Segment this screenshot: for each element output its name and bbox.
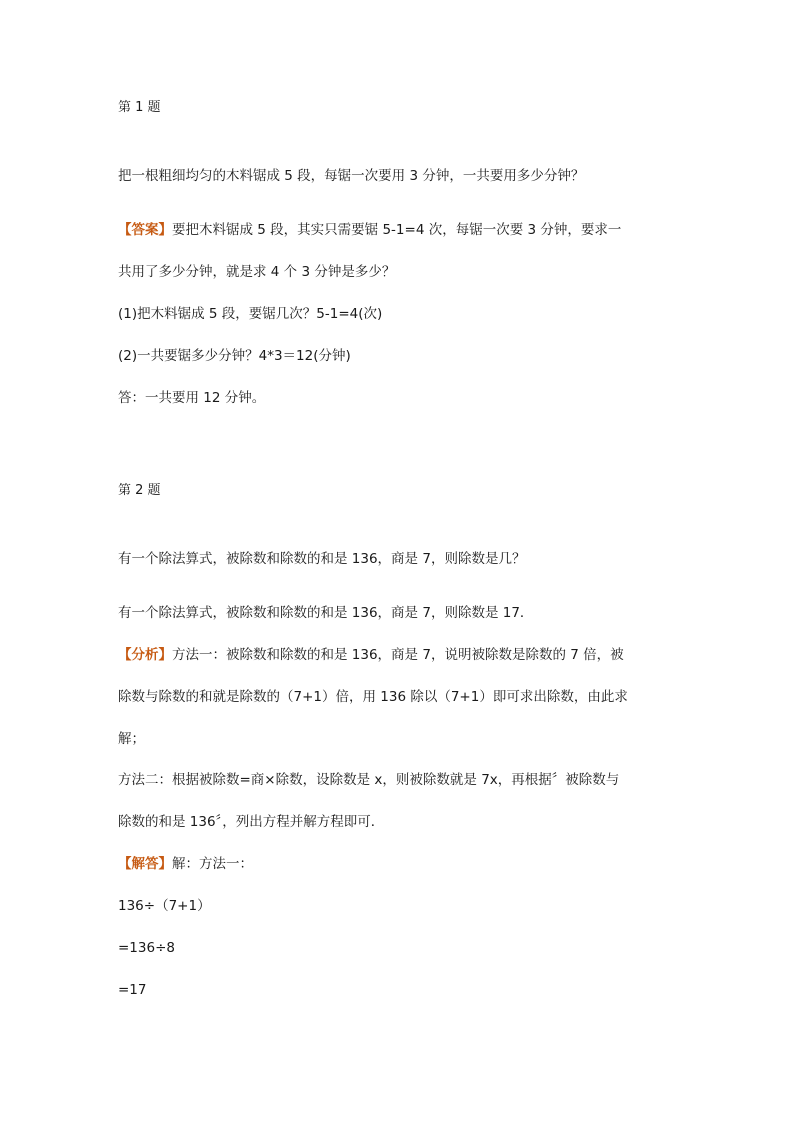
q2-calc-step1: 136÷（7+1） (118, 898, 211, 914)
q1-step1: (1)把木料锯成 5 段，要锯几次？5-1=4(次) (118, 306, 383, 322)
q1-heading: 第 1 题 (118, 100, 161, 115)
q2-analysis-line2: 除数与除数的和就是除数的（7+1）倍，用 136 除以（7+1）即可求出除数，由此求 (118, 689, 628, 705)
q2-question: 有一个除法算式，被除数和除数的和是 136，商是 7，则除数是几？ (118, 551, 526, 567)
q2-analysis-line1 (118, 645, 624, 665)
solution-tag: 【解答】 (118, 856, 172, 872)
q2-calc-step3: =17 (118, 982, 147, 998)
q1-answer-line1 (118, 220, 621, 240)
q1-step2: (2)一共要锯多少分钟？4*3＝12(分钟) (118, 348, 351, 364)
answer-tag: 【答案】 (118, 222, 172, 238)
q1-question: 把一根粗细均匀的木料锯成 5 段，每锯一次要用 3 分钟，一共要用多少分钟？ (118, 168, 585, 184)
q2-solution-line (118, 854, 253, 874)
q2-solution-intro: 解：方法一： (172, 856, 253, 872)
q2-analysis-line3: 解； (118, 731, 145, 747)
q2-calc-step2: =136÷8 (118, 940, 175, 956)
q2-method2-line2: 除数的和是 136〞，列出方程并解方程即可． (118, 814, 385, 830)
q2-method2-line1: 方法二：根据被除数=商×除数，设除数是 x，则被除数就是 7x，再根据〞被除数与 (118, 772, 620, 788)
analysis-tag: 【分析】 (118, 647, 172, 663)
q1-answer-line2: 共用了多少分钟，就是求 4 个 3 分钟是多少？ (118, 264, 396, 280)
q1-answer-text1: 要把木料锯成 5 段，其实只需要锯 5-1=4 次，每锯一次要 3 分钟，要求一 (172, 222, 622, 238)
q2-analysis-text1: 方法一：被除数和除数的和是 136，商是 7，说明被除数是除数的 7 倍，被 (172, 647, 624, 663)
q2-heading: 第 2 题 (118, 483, 161, 498)
q1-final-answer: 答：一共要用 12 分钟。 (118, 390, 266, 406)
q2-restate: 有一个除法算式，被除数和除数的和是 136，商是 7，则除数是 17． (118, 605, 534, 621)
